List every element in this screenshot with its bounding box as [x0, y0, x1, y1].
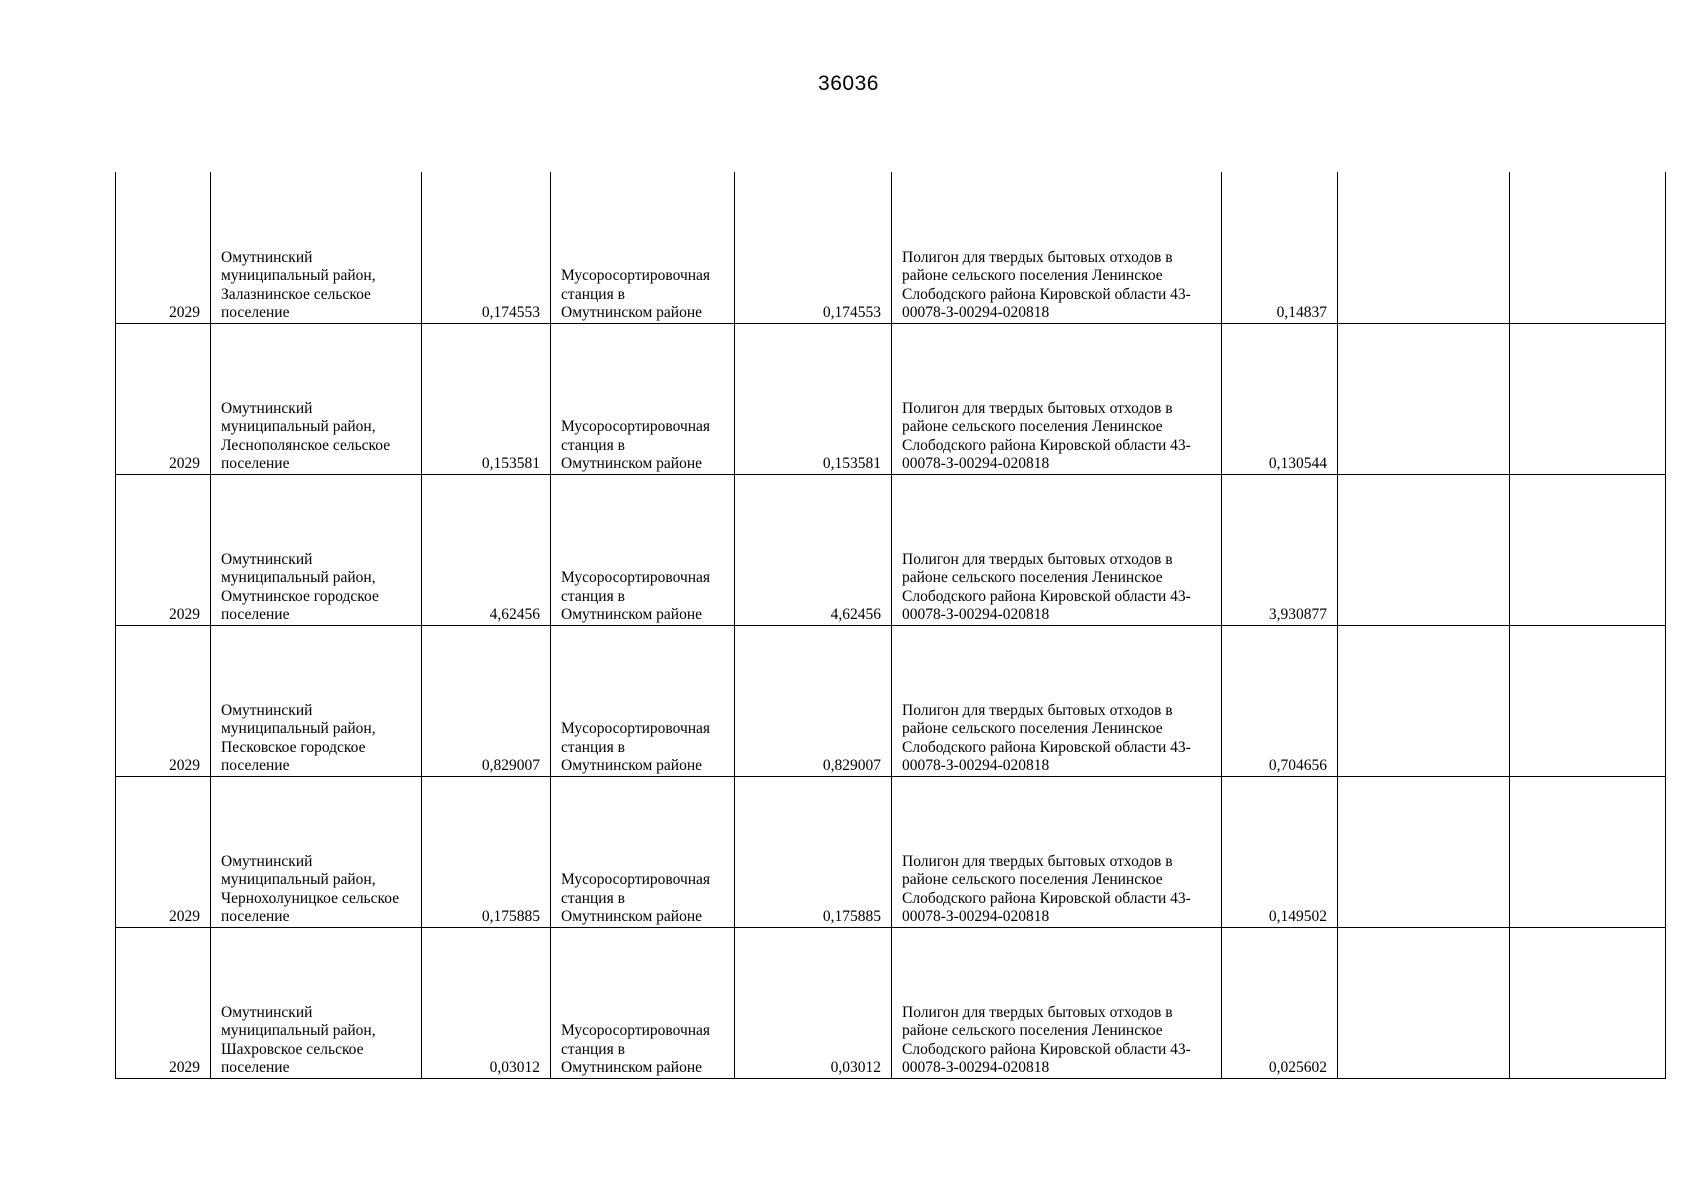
empty-cell	[1510, 625, 1666, 776]
facility-mass-cell: 4,62456	[735, 474, 892, 625]
source-cell: Омутнинский муниципальный район, Леснополянское сельское поселение	[211, 323, 422, 474]
empty-cell	[1510, 927, 1666, 1078]
destination-cell: Полигон для твердых бытовых отходов в районе сельского поселения Ленинское Слободского района Кировской области 43- 00078-З-00294-020818	[892, 323, 1222, 474]
facility-mass-cell: 0,174553	[735, 172, 892, 323]
year-cell: 2029	[116, 474, 211, 625]
table-row	[116, 172, 1666, 323]
table-row	[116, 474, 1666, 625]
year-cell: 2029	[116, 927, 211, 1078]
facility-cell: Мусоросортировочная станция в Омутнинском районе	[551, 323, 735, 474]
table-row	[116, 625, 1666, 776]
source-cell: Омутнинский муниципальный район, Омутнинское городское поселение	[211, 474, 422, 625]
empty-cell	[1338, 625, 1510, 776]
empty-cell	[1510, 776, 1666, 927]
facility-mass-cell: 0,03012	[735, 927, 892, 1078]
page-number: 36036	[818, 72, 879, 95]
source-mass-cell: 0,175885	[422, 776, 551, 927]
destination-cell: Полигон для твердых бытовых отходов в районе сельского поселения Ленинское Слободского района Кировской области 43- 00078-З-00294-020818	[892, 172, 1222, 323]
table-row	[116, 776, 1666, 927]
facility-cell: Мусоросортировочная станция в Омутнинском районе	[551, 172, 735, 323]
empty-cell	[1338, 172, 1510, 323]
empty-cell	[1510, 323, 1666, 474]
destination-mass-cell: 0,025602	[1222, 927, 1338, 1078]
facility-cell: Мусоросортировочная станция в Омутнинском районе	[551, 474, 735, 625]
source-mass-cell: 0,03012	[422, 927, 551, 1078]
source-mass-cell: 0,153581	[422, 323, 551, 474]
destination-cell: Полигон для твердых бытовых отходов в районе сельского поселения Ленинское Слободского района Кировской области 43- 00078-З-00294-020818	[892, 776, 1222, 927]
destination-mass-cell: 0,149502	[1222, 776, 1338, 927]
table-row	[116, 927, 1666, 1078]
table-row	[116, 323, 1666, 474]
destination-mass-cell: 3,930877	[1222, 474, 1338, 625]
facility-cell: Мусоросортировочная станция в Омутнинском районе	[551, 776, 735, 927]
facility-cell: Мусоросортировочная станция в Омутнинском районе	[551, 927, 735, 1078]
empty-cell	[1338, 927, 1510, 1078]
empty-cell	[1338, 323, 1510, 474]
table-body	[116, 172, 1666, 1078]
empty-cell	[1510, 474, 1666, 625]
destination-mass-cell: 0,130544	[1222, 323, 1338, 474]
destination-cell: Полигон для твердых бытовых отходов в районе сельского поселения Ленинское Слободского района Кировской области 43- 00078-З-00294-020818	[892, 625, 1222, 776]
source-cell: Омутнинский муниципальный район, Песковское городское поселение	[211, 625, 422, 776]
destination-cell: Полигон для твердых бытовых отходов в районе сельского поселения Ленинское Слободского района Кировской области 43- 00078-З-00294-020818	[892, 474, 1222, 625]
source-mass-cell: 0,174553	[422, 172, 551, 323]
empty-cell	[1338, 474, 1510, 625]
empty-cell	[1510, 172, 1666, 323]
source-mass-cell: 4,62456	[422, 474, 551, 625]
waste-flow-table	[115, 172, 1666, 1079]
year-cell: 2029	[116, 323, 211, 474]
destination-mass-cell: 0,704656	[1222, 625, 1338, 776]
year-cell: 2029	[116, 625, 211, 776]
year-cell: 2029	[116, 776, 211, 927]
source-cell: Омутнинский муниципальный район, Шахровское сельское поселение	[211, 927, 422, 1078]
source-cell: Омутнинский муниципальный район, Чернохолуницкое сельское поселение	[211, 776, 422, 927]
empty-cell	[1338, 776, 1510, 927]
facility-mass-cell: 0,829007	[735, 625, 892, 776]
source-mass-cell: 0,829007	[422, 625, 551, 776]
facility-mass-cell: 0,153581	[735, 323, 892, 474]
facility-cell: Мусоросортировочная станция в Омутнинском районе	[551, 625, 735, 776]
source-cell: Омутнинский муниципальный район, Залазнинское сельское поселение	[211, 172, 422, 323]
destination-cell: Полигон для твердых бытовых отходов в районе сельского поселения Ленинское Слободского района Кировской области 43- 00078-З-00294-020818	[892, 927, 1222, 1078]
year-cell: 2029	[116, 172, 211, 323]
destination-mass-cell: 0,14837	[1222, 172, 1338, 323]
facility-mass-cell: 0,175885	[735, 776, 892, 927]
